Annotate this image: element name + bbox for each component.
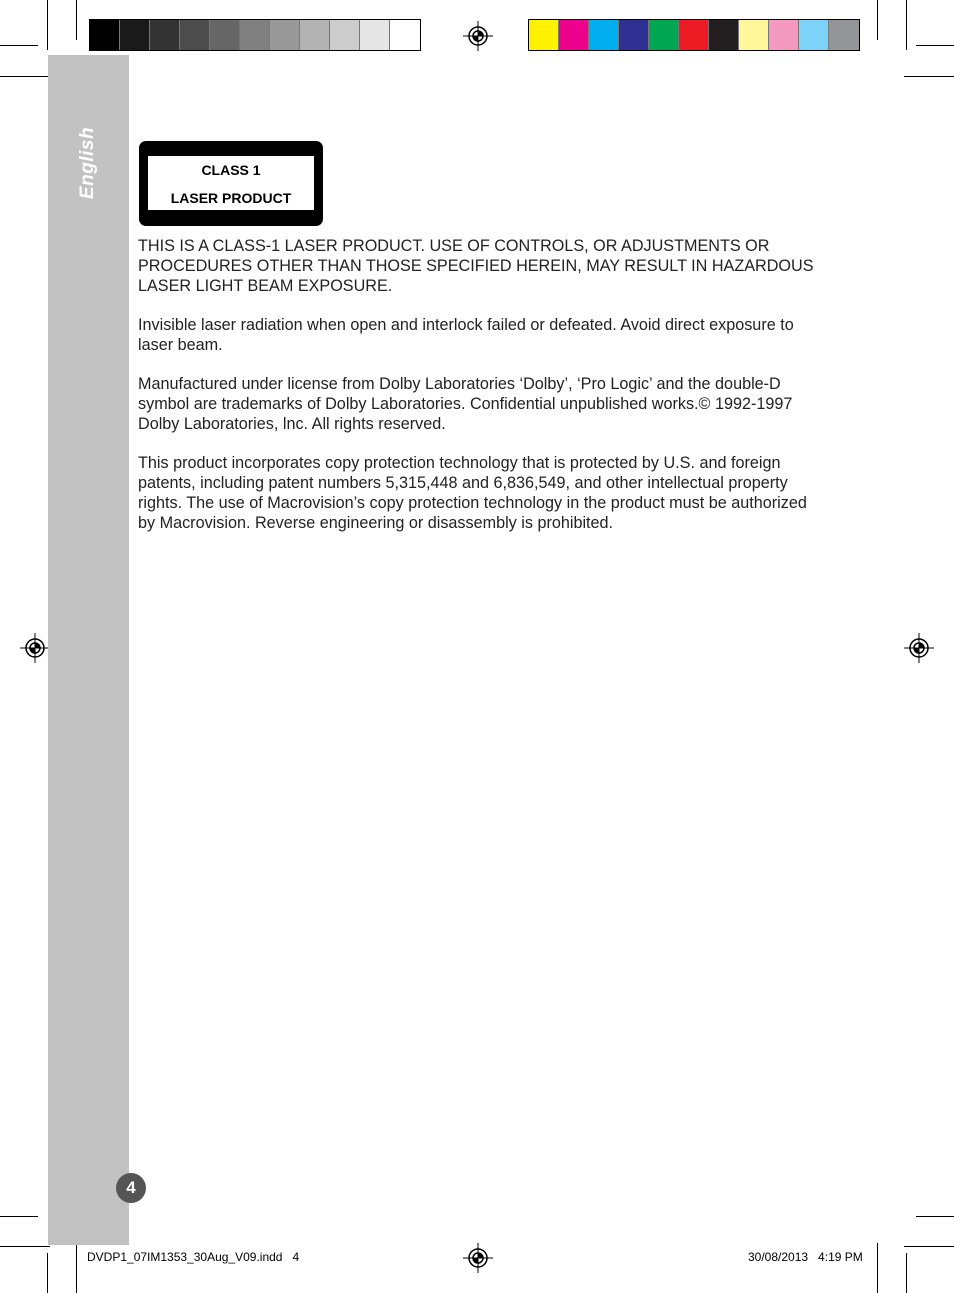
- color-swatch: [240, 20, 270, 50]
- crop-mark: [76, 1243, 77, 1293]
- registration-mark-icon: [463, 21, 493, 51]
- color-swatch: [180, 20, 210, 50]
- laser-class-line: CLASS 1: [201, 162, 261, 178]
- color-bar: [528, 19, 860, 51]
- color-swatch: [619, 20, 649, 50]
- page-number: 4: [116, 1173, 146, 1203]
- color-swatch: [120, 20, 150, 50]
- greyscale-bar: [89, 19, 421, 51]
- color-swatch: [589, 20, 619, 50]
- footer-file-name: DVDP1_07IM1353_30Aug_V09.indd 4: [87, 1250, 300, 1264]
- crop-mark: [904, 76, 954, 77]
- paragraph-macrovision: This product incorporates copy protection technology that is protected by U.S. and foreign patents, including patent numbers 5,315,448 and 6,836,549, and other intellectual property rights. The use of Macrovision’s copy protection technology in the product must be authorized by Macrovision. Reverse engineering or disassembly is prohibited.: [138, 454, 807, 532]
- color-swatch: [649, 20, 679, 50]
- paragraph-dolby-license: Manufactured under license from Dolby Laboratories ‘Dolby’, ‘Pro Logic’ and the double-D symbol are trademarks of Dolby Laboratories. Confidential unpublished works.© 1992-1997 Dolby Laboratories, lnc. All rights reserved.: [138, 375, 793, 433]
- crop-mark: [916, 1216, 954, 1217]
- crop-mark: [0, 45, 38, 46]
- color-swatch: [709, 20, 739, 50]
- crop-mark: [906, 1253, 907, 1293]
- color-swatch: [799, 20, 829, 50]
- crop-mark: [47, 0, 48, 50]
- color-swatch: [90, 20, 120, 50]
- color-swatch: [150, 20, 180, 50]
- color-swatch: [829, 20, 859, 50]
- color-swatch: [270, 20, 300, 50]
- crop-mark: [877, 0, 878, 40]
- notice-text: [138, 236, 828, 552]
- language-tab-label: English: [77, 126, 98, 200]
- color-swatch: [360, 20, 390, 50]
- color-swatch: [529, 20, 559, 50]
- color-swatch: [390, 20, 420, 50]
- footer-timestamp: 30/08/2013 4:19 PM: [748, 1250, 863, 1264]
- registration-mark-icon: [904, 633, 934, 663]
- color-swatch: [300, 20, 330, 50]
- color-swatch: [330, 20, 360, 50]
- crop-mark: [877, 1243, 878, 1293]
- crop-mark: [76, 0, 77, 40]
- color-swatch: [739, 20, 769, 50]
- crop-mark: [906, 0, 907, 50]
- color-swatch: [210, 20, 240, 50]
- laser-product-line: LASER PRODUCT: [170, 190, 292, 206]
- registration-mark-icon: [20, 633, 50, 663]
- crop-mark: [0, 1216, 38, 1217]
- crop-mark: [904, 1246, 954, 1247]
- crop-mark: [0, 1246, 50, 1247]
- laser-class-label-inner: [148, 156, 314, 210]
- color-swatch: [559, 20, 589, 50]
- paragraph-laser-warning: THIS IS A CLASS-1 LASER PRODUCT. USE OF CONTROLS, OR ADJUSTMENTS OR PROCEDURES OTHER THAN THOSE SPECIFIED HEREIN, MAY RESULT IN HAZARDOUS LASER LIGHT BEAM EXPOSURE.: [138, 237, 814, 295]
- crop-mark: [916, 45, 954, 46]
- color-swatch: [679, 20, 709, 50]
- crop-mark: [0, 76, 50, 77]
- side-strip: [48, 55, 129, 1245]
- laser-class-label: [139, 141, 323, 226]
- registration-mark-icon: [463, 1243, 493, 1273]
- color-swatch: [769, 20, 799, 50]
- crop-mark: [47, 1253, 48, 1293]
- paragraph-invisible-radiation: Invisible laser radiation when open and interlock failed or defeated. Avoid direct exposure to laser beam.: [138, 316, 794, 354]
